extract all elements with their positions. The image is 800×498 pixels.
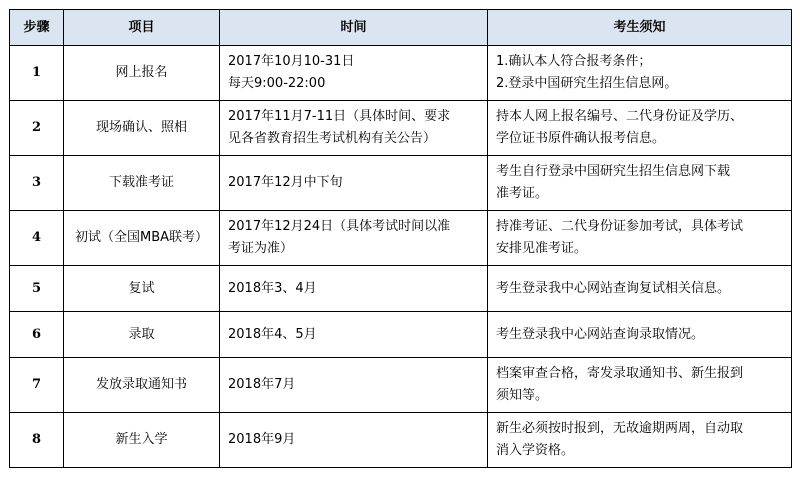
step-number: 2 [10, 101, 64, 156]
header-notice: 考生须知 [488, 10, 792, 46]
time-line: 2017年10月10-31日 [228, 54, 355, 69]
step-item: 发放录取通知书 [64, 358, 220, 413]
step-number: 6 [10, 312, 64, 358]
step-notice [488, 413, 792, 468]
step-item: 初试（全国MBA联考） [64, 211, 220, 266]
table-row [10, 101, 792, 156]
step-item: 现场确认、照相 [64, 101, 220, 156]
step-notice [488, 358, 792, 413]
step-item: 新生入学 [64, 413, 220, 468]
time-line: 2017年12月中下旬 [228, 175, 343, 190]
step-time [220, 211, 488, 266]
step-item: 下载准考证 [64, 156, 220, 211]
table-row [10, 156, 792, 211]
time-line: 2017年11月7-11日（具体时间、要求 [228, 109, 451, 124]
step-notice [488, 46, 792, 101]
notice-line: 持准考证、二代身份证参加考试，具体考试 [496, 219, 744, 234]
table-row [10, 46, 792, 101]
notice-line: 1.确认本人符合报考条件； [496, 54, 652, 69]
step-time [220, 266, 488, 312]
header-item: 项目 [64, 10, 220, 46]
notice-line: 准考证。 [496, 186, 549, 201]
admission-schedule-table [9, 9, 792, 468]
table-row [10, 266, 792, 312]
notice-line: 考生登录我中心网站查询录取情况。 [496, 326, 705, 342]
table-row [10, 358, 792, 413]
step-time [220, 101, 488, 156]
time-line: 2018年4、5月 [228, 326, 317, 342]
step-item: 录取 [64, 312, 220, 358]
header-row [10, 10, 792, 46]
table-row [10, 211, 792, 266]
table-row [10, 312, 792, 358]
step-number: 4 [10, 211, 64, 266]
step-time [220, 358, 488, 413]
step-notice [488, 156, 792, 211]
step-notice [488, 101, 792, 156]
header-time: 时间 [220, 10, 488, 46]
time-line: 考证为准） [228, 241, 294, 256]
notice-line: 持本人网上报名编号、二代身份证及学历、 [496, 109, 744, 124]
time-line: 每天9:00-22:00 [228, 76, 326, 91]
step-time [220, 156, 488, 211]
step-number: 5 [10, 266, 64, 312]
time-line: 2018年9月 [228, 432, 296, 447]
time-line: 2018年7月 [228, 377, 296, 392]
step-number: 8 [10, 413, 64, 468]
step-number: 7 [10, 358, 64, 413]
step-number: 1 [10, 46, 64, 101]
notice-line: 安排见准考证。 [496, 241, 588, 256]
step-notice [488, 211, 792, 266]
notice-line: 考生登录我中心网站查询复试相关信息。 [496, 280, 731, 296]
step-number: 3 [10, 156, 64, 211]
step-notice [488, 312, 792, 358]
header-step: 步骤 [10, 10, 64, 46]
notice-line: 2.登录中国研究生招生信息网。 [496, 76, 678, 91]
notice-line: 新生必须按时报到，无故逾期两周，自动取 [496, 421, 744, 436]
notice-line: 学位证书原件确认报考信息。 [496, 131, 666, 146]
step-item: 复试 [64, 266, 220, 312]
notice-line: 消入学资格。 [496, 443, 575, 458]
step-time [220, 413, 488, 468]
step-time [220, 312, 488, 358]
step-item: 网上报名 [64, 46, 220, 101]
notice-line: 考生自行登录中国研究生招生信息网下载 [496, 164, 731, 179]
step-notice [488, 266, 792, 312]
notice-line: 须知等。 [496, 388, 549, 403]
time-line: 2017年12月24日（具体考试时间以准 [228, 219, 451, 234]
time-line: 见各省教育招生考试机构有关公告） [228, 131, 437, 146]
step-time [220, 46, 488, 101]
time-line: 2018年3、4月 [228, 280, 317, 296]
table-row [10, 413, 792, 468]
notice-line: 档案审查合格，寄发录取通知书、新生报到 [496, 366, 744, 381]
